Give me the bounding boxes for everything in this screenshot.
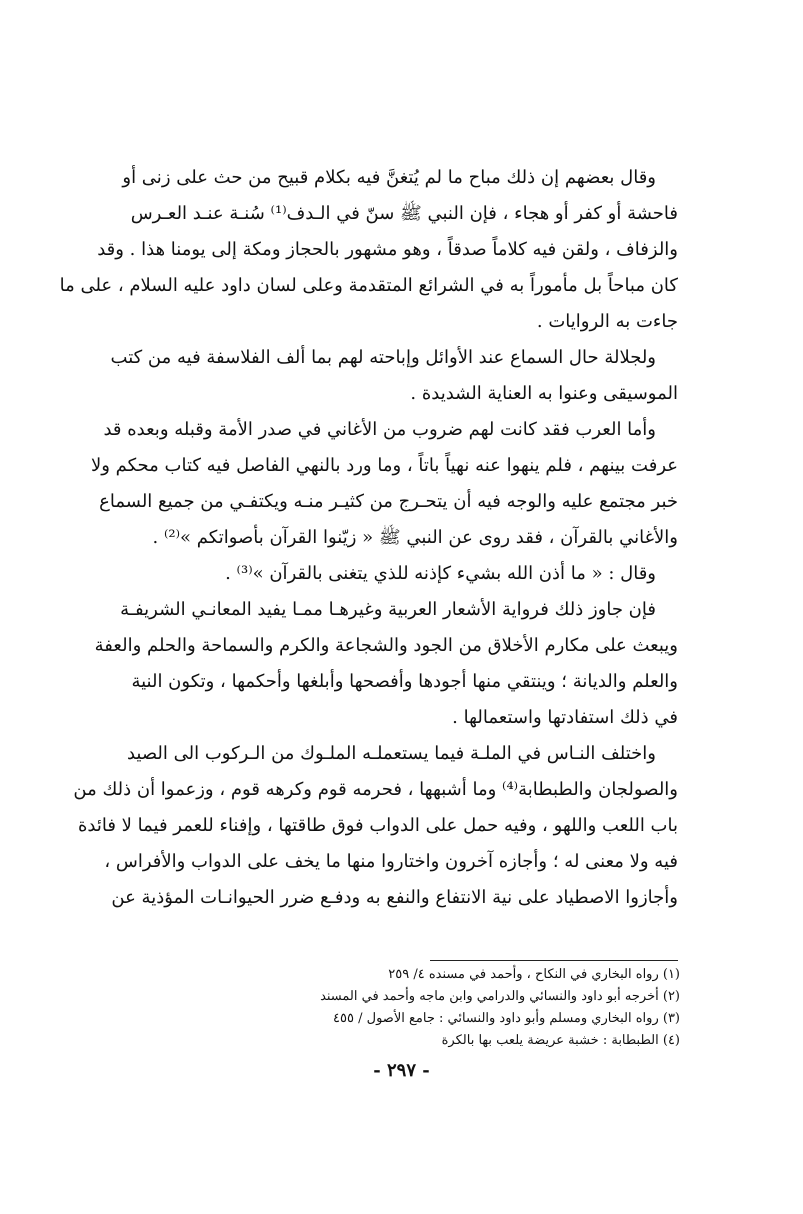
text-line: كان مباحاً بل مأموراً به في الشرائع المتقدمة وعلى لسان داود عليه السلام ، على ما (59, 275, 678, 296)
text-line: وأجازوا الاصطياد على نية الانتفاع والنفع به ودفـع ضرر الحيوانـات المؤذية عن (111, 887, 678, 908)
paragraph (94, 592, 678, 736)
text-line: خبر مجتمع عليه والوجه فيه أن يتحـرج من كثيـر منـه ويكتفـي من جميع السماع (99, 491, 678, 512)
text-line: جاءت به الروايات . (536, 311, 678, 332)
footnotes (300, 964, 680, 1052)
paragraph (73, 736, 678, 916)
footnote-divider (430, 960, 678, 961)
page-number: - ٢٩٧ - (373, 1060, 430, 1081)
text-line: في ذلك استفادتها واستعمالها . (452, 707, 678, 728)
text-line: عرفت بينهم ، فلم ينهوا عنه نهياً باتاً ، وما ورد بالنهي الفاصل فيه كتاب محكم ولا (90, 455, 678, 476)
text-line: باب اللعب واللهو ، وفيه حمل على الدواب فوق طاقتها ، وإفناء للعمر فيما لا فائدة (77, 815, 678, 836)
text-line: فاحشة أو كفر أو هجاء ، فإن النبي ﷺ سنّ في الـدف⁽¹⁾ سُنـة عنـد العـرس (130, 203, 678, 224)
text-line: وقال بعضهم إن ذلك مباح ما لم يُتغنَّ فيه بكلام قبيح من حث على زنى أو (122, 167, 656, 188)
text-line: الموسيقى وعنوا به العناية الشديدة . (410, 383, 678, 404)
page-body (59, 160, 678, 916)
text-line: والعلم والديانة ؛ وينتقي منها أجودها وأفصحها وأبلغها وأحكمها ، وتكون النية (131, 671, 678, 692)
paragraph (132, 556, 678, 592)
footnote: (١) رواه البخاري في النكاح ، وأحمد في مسنده ٤/ ٢٥٩ (388, 967, 680, 982)
footnote: (٤) الطبطابة : خشبة عريضة يلعب بها بالكرة (441, 1033, 680, 1048)
text-line: فيه ولا معنى له ؛ وأجازه آخرون واختاروا منها ما يخف على الدواب والأفراس ، (104, 851, 678, 872)
text-line: والأغاني بالقرآن ، فقد روى عن النبي ﷺ « زيّنوا القرآن بأصواتكم »⁽²⁾ . (152, 527, 678, 548)
text-line: فإن جاوز ذلك فرواية الأشعار العربية وغيرهـا ممـا يفيد المعانـي الشريفـة (120, 599, 656, 620)
footnote: (٣) رواه البخاري ومسلم وأبو داود والنسائي : جامع الأصول / ٤٥٥ (333, 1011, 680, 1026)
footnote: (٢) أخرجه أبو داود والنسائي والدرامي وابن ماجه وأحمد في المسند (320, 989, 680, 1004)
text-line: والزفاف ، ولقن فيه كلاماً صدقاً ، وهو مشهور بالحجاز ومكة إلى يومنا هذا . وقد (97, 239, 678, 260)
text-line: واختلف النـاس في الملـة فيما يستعملـه الملـوك من الـركوب الى الصيد (126, 743, 656, 764)
paragraph (59, 160, 678, 340)
text-line: والصولجان والطبطابة⁽⁴⁾ وما أشبهها ، فحرمه قوم وكرهه قوم ، وزعموا أن ذلك من (73, 779, 678, 800)
paragraph (110, 340, 678, 412)
text-line: ولجلالة حال السماع عند الأوائل وإباحته لهم بما ألف الفلاسفة فيه من كتب (110, 347, 656, 368)
text-line: وقال : « ما أذن الله بشيء كإذنه للذي يتغنى بالقرآن »⁽³⁾ . (225, 563, 656, 584)
text-line: ويبعث على مكارم الأخلاق من الجود والشجاعة والكرم والسماحة والحلم والعفة (94, 635, 678, 656)
text-line: وأما العرب فقد كانت لهم ضروب من الأغاني في صدر الأمة وقبله وبعده قد (103, 419, 656, 440)
paragraph (90, 412, 678, 556)
